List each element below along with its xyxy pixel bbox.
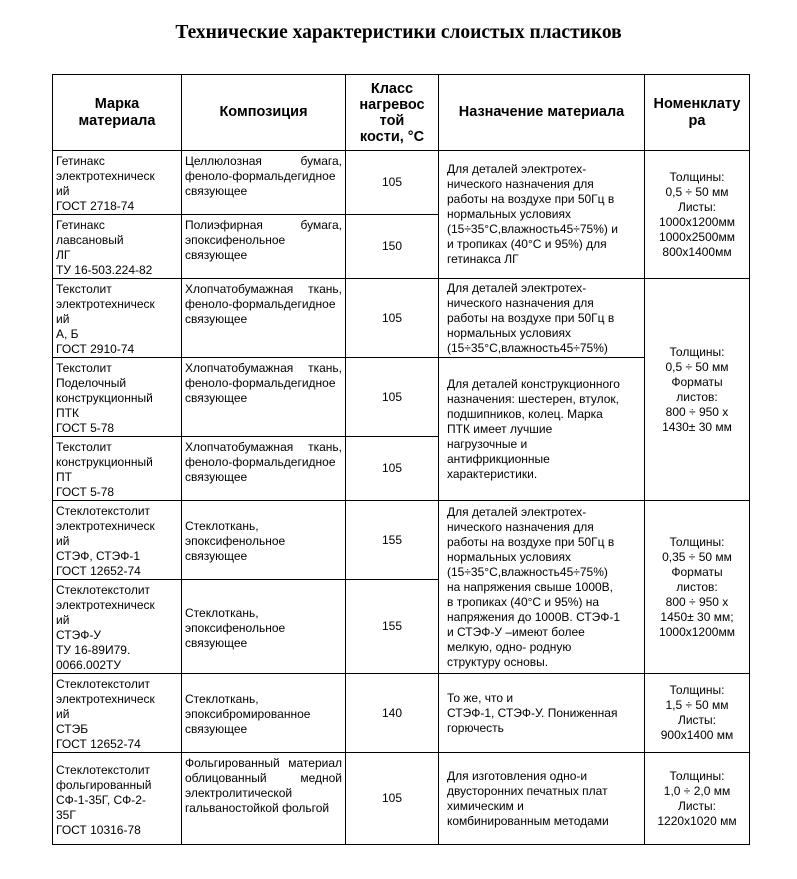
material-purpose: То же, что и СТЭФ-1, СТЭФ-У. Пониженная горючесть (439, 674, 645, 753)
heat-class: 155 (346, 580, 439, 674)
material-mark: Текстолит электротехническ ий А, Б ГОСТ 2910-74 (53, 279, 182, 358)
material-composition: Хлопчатобумажная ткань, феноло-формальдегидное связующее (182, 437, 346, 501)
heat-class: 105 (346, 437, 439, 501)
table-row (53, 674, 750, 753)
material-purpose: Для деталей электротех- нического назначения для работы на воздухе при 50Гц в нормальных условиях (15÷35°С,влажность45÷75%) на напряжения свыше 1000В, в тропиках (40°С и 95%) на напряжения до 1000В. СТЭФ-1 и СТЭФ-У –имеют более мелкую, одно- родную структуру основы. (439, 501, 645, 674)
header-purpose: Назначение материала (439, 75, 645, 151)
heat-class: 105 (346, 279, 439, 358)
heat-class: 155 (346, 501, 439, 580)
material-composition: Полиэфирная бумага, эпоксифенольное связующее (182, 215, 346, 279)
material-purpose: Для деталей электротех- нического назначения для работы на воздухе при 50Гц в нормальных условиях (15÷35°С,влажность45÷75%) (439, 279, 645, 358)
header-mark: Марка материала (53, 75, 182, 151)
heat-class: 105 (346, 753, 439, 845)
material-purpose: Для деталей конструкционного назначения: шестерен, втулок, подшипников, колец. Марка ПТК имеет лучшие нагрузочные и антифрикционные характеристики. (439, 358, 645, 501)
material-mark: Стеклотекстолит электротехническ ий СТЭФ, СТЭФ-1 ГОСТ 12652-74 (53, 501, 182, 580)
material-nomenclature: Толщины: 1,5 ÷ 50 мм Листы: 900x1400 мм (645, 674, 750, 753)
material-composition: Стеклоткань, эпоксифенольное связующее (182, 501, 346, 580)
header-nomenclature: Номенклату ра (645, 75, 750, 151)
header-row (53, 75, 750, 151)
plastics-table (52, 74, 750, 845)
material-mark: Текстолит конструкционный ПТ ГОСТ 5-78 (53, 437, 182, 501)
material-composition: Стеклоткань, эпоксифенольное связующее (182, 580, 346, 674)
table-row (53, 151, 750, 215)
material-composition: Хлопчатобумажная ткань, феноло-формальдегидное связующее (182, 358, 346, 437)
material-nomenclature: Толщины: 0,35 ÷ 50 мм Форматы листов: 800 ÷ 950 х 1450± 30 мм; 1000x1200мм (645, 501, 750, 674)
material-composition: Стеклоткань, эпоксибромированное связующее (182, 674, 346, 753)
material-nomenclature: Толщины: 0,5 ÷ 50 мм Форматы листов: 800 ÷ 950 х 1430± 30 мм (645, 279, 750, 501)
document-title: Технические характеристики слоистых пластиков (175, 22, 622, 43)
material-mark: Стеклотекстолит электротехническ ий СТЭФ-У ТУ 16-89И79. 0066.002ТУ (53, 580, 182, 674)
material-composition: Хлопчатобумажная ткань, феноло-формальдегидное связующее (182, 279, 346, 358)
table-row (53, 753, 750, 845)
heat-class: 140 (346, 674, 439, 753)
material-nomenclature: Толщины: 1,0 ÷ 2,0 мм Листы: 1220x1020 мм (645, 753, 750, 845)
material-mark: Стеклотекстолит электротехническ ий СТЭБ ГОСТ 12652-74 (53, 674, 182, 753)
heat-class: 105 (346, 151, 439, 215)
heat-class: 150 (346, 215, 439, 279)
material-mark: Гетинакс лавсановый ЛГ ТУ 16-503.224-82 (53, 215, 182, 279)
table-row (53, 279, 750, 358)
material-nomenclature: Толщины: 0,5 ÷ 50 мм Листы: 1000x1200мм 1000x2500мм 800x1400мм (645, 151, 750, 279)
material-purpose: Для изготовления одно-и двусторонних печатных плат химическим и комбинированным методами (439, 753, 645, 845)
heat-class: 105 (346, 358, 439, 437)
header-heat-class: Класс нагревос той кости, °С (346, 75, 439, 151)
material-mark: Стеклотекстолит фольгированный СФ-1-35Г, СФ-2- 35Г ГОСТ 10316-78 (53, 753, 182, 845)
table-row (53, 501, 750, 580)
material-composition: Фольгированный материал облицованный медной электролитической гальваностойкой фольгой (182, 753, 346, 845)
header-composition: Композиция (182, 75, 346, 151)
material-purpose: Для деталей электротех- нического назначения для работы на воздухе при 50Гц в нормальных условиях (15÷35°С,влажность45÷75%) и и тропиках (40°С и 95%) для гетинакса ЛГ (439, 151, 645, 279)
material-mark: Текстолит Поделочный конструкционный ПТК ГОСТ 5-78 (53, 358, 182, 437)
material-composition: Целлюлозная бумага, феноло-формальдегидное связующее (182, 151, 346, 215)
material-mark: Гетинакс электротехническ ий ГОСТ 2718-74 (53, 151, 182, 215)
